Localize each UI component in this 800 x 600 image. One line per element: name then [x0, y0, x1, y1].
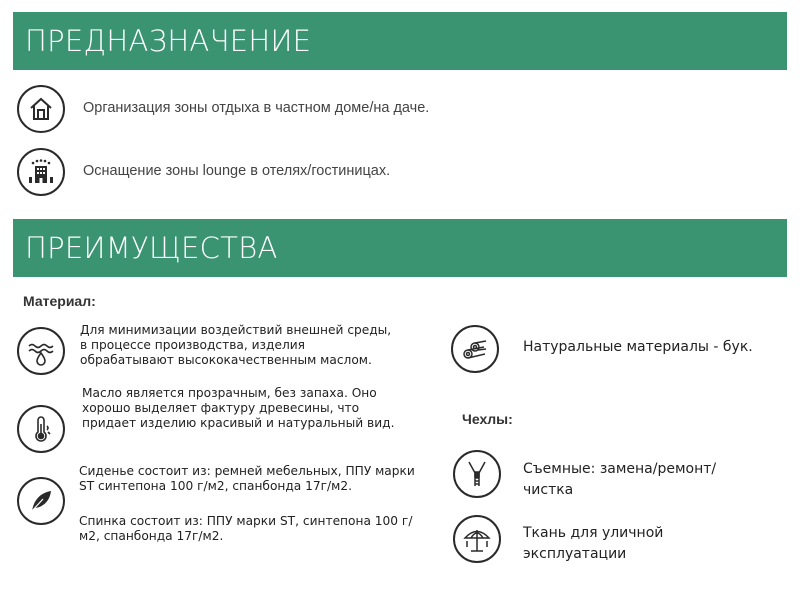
- water-drop-icon: [17, 327, 65, 375]
- advantages-title: ПРЕИМУЩЕСТВА: [25, 231, 278, 265]
- house-icon: [17, 85, 65, 133]
- material-text-seat: Сиденье состоит из: ремней мебельных, ППУ марки ST синтепона 100 г/м2, спанбонда 17г/м2.: [79, 464, 415, 493]
- material-text-oil-treatment: Для минимизации воздействий внешней среды, в процессе производства, изделия обрабатывают высококачественным маслом.: [80, 323, 392, 367]
- covers-label: Чехлы:: [462, 411, 513, 427]
- thermometer-icon: [17, 405, 65, 453]
- umbrella-icon: [453, 515, 501, 563]
- covers-fabric-text: Ткань для уличной эксплуатации: [523, 525, 664, 562]
- material-label: Материал:: [23, 293, 96, 309]
- purpose-title: ПРЕДНАЗНАЧЕНИЕ: [25, 24, 312, 58]
- purpose-item-text: Организация зоны отдыха в частном доме/на даче.: [83, 100, 430, 116]
- natural-materials-text: Натуральные материалы - бук.: [523, 339, 753, 355]
- advantages-banner: [13, 219, 787, 277]
- covers-removable-text: Съемные: замена/ремонт/ чистка: [523, 461, 717, 498]
- zipper-icon: [453, 450, 501, 498]
- material-text-back: Спинка состоит из: ППУ марки ST, синтепона 100 г/м2, спанбонда 17г/м2.: [79, 514, 413, 543]
- material-text-oil-properties: Масло является прозрачным, без запаха. Оно хорошо выделяет фактуру древесины, что придает изделию красивый и натуральный вид.: [82, 386, 395, 430]
- purpose-banner: [13, 12, 787, 70]
- logs-icon: [451, 325, 499, 373]
- feather-icon: [17, 477, 65, 525]
- purpose-item-text: Оснащение зоны lounge в отелях/гостиницах.: [83, 163, 391, 179]
- hotel-icon: [17, 148, 65, 196]
